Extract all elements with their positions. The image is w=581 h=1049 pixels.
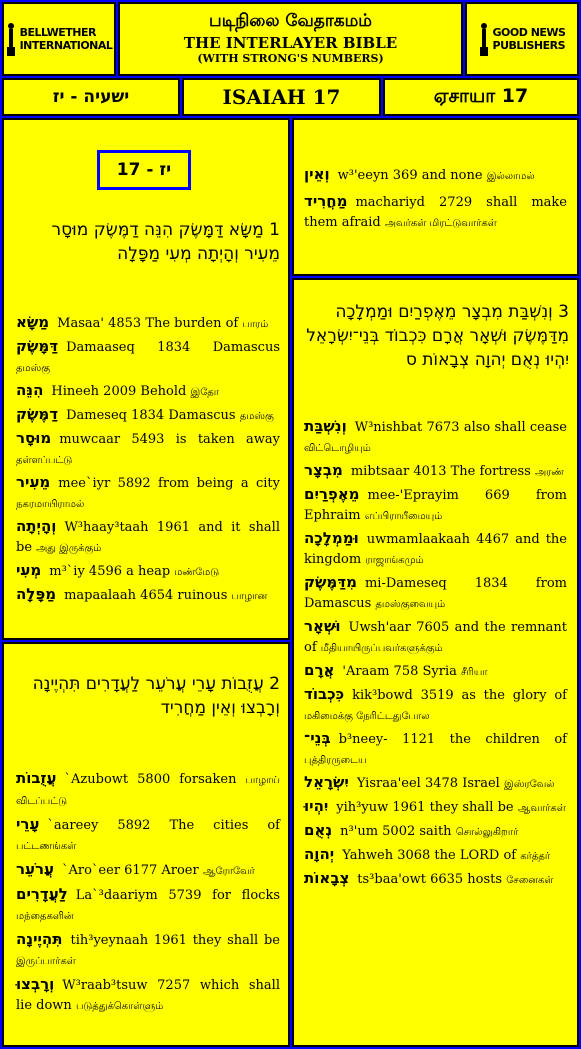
word-entry xyxy=(16,404,280,427)
gloss-text: n³'um 5002 saith xyxy=(340,824,452,839)
bellwether-logo xyxy=(2,2,116,76)
word-entry xyxy=(304,460,567,483)
title-tamil: படிநிலை வேதாகமம் xyxy=(209,11,372,31)
hebrew-word: דַמֶּשֶׂק xyxy=(16,405,59,423)
hebrew-word: הִנֵּה xyxy=(16,381,44,399)
tamil-gloss: புத்திரருடைய xyxy=(304,755,367,766)
hebrew-word: מוּסָר xyxy=(16,429,52,447)
word-entry xyxy=(304,728,567,771)
tamil-gloss: பட்டணங்கள் xyxy=(16,841,77,852)
tamil-gloss: மண்மேடு xyxy=(174,567,220,578)
tamil-gloss: இருப்பார்கள் xyxy=(16,956,76,967)
hebrew-word: מַשָּׂא xyxy=(16,313,50,331)
statue-icon xyxy=(6,22,16,56)
tamil-gloss: இதோ xyxy=(190,387,220,398)
tamil-gloss: தள்ளப்பட்டு xyxy=(16,455,73,466)
gloss-text: Dameseq 1834 Damascus xyxy=(66,408,236,423)
gloss-text: Yisraa'eel 3478 Israel xyxy=(356,776,500,791)
verse1-hebrew: 1 מַשָּׂא דַּמָּשֶׂק הִנֵּה דַמֶּשֶׂק מוּסָר מֵעִיר וְהָיְתָה מְעִי מַפָּלָה xyxy=(51,220,280,264)
logo-line: GOOD NEWS xyxy=(492,26,566,39)
hebrew-word: צְבָאוֹת xyxy=(304,869,350,887)
hebrew-word: אֲרָם xyxy=(304,661,335,679)
tamil-gloss: பாழாய் விடப்பட்டு xyxy=(16,775,280,807)
tamil-gloss: அரண் xyxy=(534,467,564,478)
gloss-text: b³neey- 1121 the children of xyxy=(338,732,567,747)
word-entry xyxy=(16,584,280,607)
hebrew-word: מְעִי xyxy=(16,561,42,579)
word-entry xyxy=(304,484,567,527)
word-entry xyxy=(16,768,280,812)
word-entry xyxy=(16,336,280,379)
hebrew-word: וְרָבְצוּ xyxy=(16,975,55,993)
tamil-gloss: ஆரோவேர் xyxy=(202,866,255,877)
chapter-hebrew xyxy=(2,78,180,116)
gloss-text: mibtsaar 4013 The fortress xyxy=(350,464,531,479)
chapter-english xyxy=(182,78,381,116)
tamil-gloss: அவர்கள் மிரட்டுவார்கள் xyxy=(384,218,497,229)
hebrew-word: מִבְצָר xyxy=(304,461,343,479)
gloss-text: `Azubowt 5800 forsaken xyxy=(64,772,237,787)
word-entry xyxy=(16,560,280,583)
chapter-hebrew-text: ישעיה - יז xyxy=(52,87,130,107)
word-entry xyxy=(304,572,567,615)
tamil-gloss: தமஸ்கு xyxy=(239,411,274,422)
gloss-text: yih³yuw 1961 they shall be xyxy=(336,800,514,815)
word-entry xyxy=(16,814,280,857)
hebrew-word: וְנִשְׁבַּת xyxy=(304,417,347,435)
logo-line: BELLWETHER xyxy=(19,26,96,39)
tamil-gloss: சொல்லுகிறார் xyxy=(455,827,519,838)
tamil-gloss: இஸ்ரவேல் xyxy=(503,779,555,790)
logo-line: PUBLISHERS xyxy=(492,39,566,52)
word-entry xyxy=(304,191,567,234)
gloss-text: Yahweh 3068 the LORD of xyxy=(342,848,517,863)
gloss-text: Uwsh'aar 7605 and the remnant of xyxy=(304,620,567,655)
word-entry xyxy=(16,380,280,403)
subtitle: (WITH STRONG'S NUMBERS) xyxy=(197,52,384,65)
verse3-hebrew: 3 וְנִשְׁבַּת מִבְצָר מֵאֶפְרַיִם וּמַמְלָכָה מִדַּמֶּשֶׂק וּשְׁאָר אֲרָם כִּכְבוֹד בְּנֵי־יִשְׂרָאֵל יִהְיוּ נְאֻם יְהוָה צְבָאוֹת ס xyxy=(306,302,569,370)
chapter-tamil xyxy=(383,78,579,116)
gloss-text: W³raab³tsuw 7257 which shall lie down xyxy=(16,978,280,1013)
tamil-gloss: படுத்துக்கொள்ளும் xyxy=(75,1001,164,1012)
gloss-text: m³`iy 4596 a heap xyxy=(49,564,171,579)
word-entry xyxy=(16,884,280,927)
word-entry xyxy=(304,616,567,659)
gloss-text: ts³baa'owt 6635 hosts xyxy=(357,872,503,887)
gloss-text: 'Araam 758 Syria xyxy=(342,664,457,679)
hebrew-word: יִשְׂרָאֵל xyxy=(304,773,349,791)
hebrew-word: מַחֲרִיד xyxy=(304,192,348,210)
hebrew-word: וּשְׁאָר xyxy=(304,617,341,635)
chapter-badge-text: יז - 17 xyxy=(116,160,172,180)
gloss-text: uwmamlaakaah 4467 and the kingdom xyxy=(304,532,567,567)
chapter-tamil-text: ஏசாயா 17 xyxy=(433,84,529,107)
verse1-entries xyxy=(16,312,280,608)
hebrew-word: לַעֲדָרִים xyxy=(16,885,68,903)
verse2-cont-entries xyxy=(304,164,567,238)
word-entry xyxy=(304,772,567,795)
title-block xyxy=(118,2,463,76)
gloss-text: W³haay³taah 1961 and it shall be xyxy=(16,520,280,555)
verse2-cont-panel xyxy=(292,118,579,276)
tamil-gloss: சீரியா xyxy=(461,667,488,678)
word-entry xyxy=(304,164,567,187)
verse1-panel xyxy=(2,118,290,640)
hebrew-word: דַּמָּשֶׂק xyxy=(16,337,59,355)
hebrew-word: מַפָּלָה xyxy=(16,585,57,603)
hebrew-word: יְהוָה xyxy=(304,845,335,863)
word-entry xyxy=(16,929,280,972)
hebrew-word: נְאֻם xyxy=(304,821,333,839)
word-entry xyxy=(16,428,280,471)
title-english: THE INTERLAYER BIBLE xyxy=(183,34,398,52)
word-entry xyxy=(304,416,567,459)
tamil-gloss: ராஜாங்கமும் xyxy=(365,555,424,566)
word-entry xyxy=(304,684,567,727)
gloss-text: kik³bowd 3519 as the glory of xyxy=(352,688,567,703)
tamil-gloss: எப்பிராயீமையும் xyxy=(364,511,443,522)
word-entry xyxy=(16,312,280,335)
word-entry xyxy=(16,472,280,515)
good-news-logo xyxy=(465,2,579,76)
word-entry xyxy=(304,868,567,891)
gloss-text: mee`iyr 5892 from being a city xyxy=(58,476,280,491)
word-entry xyxy=(304,844,567,867)
gloss-text: tih³yeynaah 1961 they shall be xyxy=(70,933,280,948)
word-entry xyxy=(304,660,567,683)
hebrew-word: וְאֵין xyxy=(304,165,330,183)
hebrew-word: כִּכְבוֹד xyxy=(304,685,345,703)
gloss-text: machariyd 2729 shall make them afraid xyxy=(304,195,567,230)
gloss-text: `aareey 5892 The cities of xyxy=(47,818,280,833)
word-entry xyxy=(304,820,567,843)
hebrew-word: עֲרֹעֵר xyxy=(16,860,54,878)
word-entry xyxy=(304,796,567,819)
statue-icon xyxy=(479,22,489,56)
word-entry xyxy=(16,516,280,559)
tamil-gloss: விட்டொழியும் xyxy=(304,443,371,454)
tamil-gloss: கர்த்தர் xyxy=(520,851,551,862)
word-entry xyxy=(16,974,280,1017)
gloss-text: mapaalaah 4654 ruinous xyxy=(64,588,228,603)
gloss-text: La`³daariym 5739 for flocks xyxy=(75,888,280,903)
gloss-text: `Aro`eer 6177 Aroer xyxy=(62,863,199,878)
verse2-panel xyxy=(2,642,290,1047)
verse3-panel xyxy=(292,278,579,1047)
hebrew-word: מֵעִיר xyxy=(16,473,51,491)
word-entry xyxy=(16,859,280,882)
hebrew-word: מִדַּמֶּשֶׂק xyxy=(304,573,357,591)
gloss-text: Masaa' 4853 The burden of xyxy=(57,316,239,331)
word-entry xyxy=(304,528,567,571)
verse3-entries xyxy=(304,416,567,892)
tamil-gloss: பாரம் xyxy=(242,319,269,330)
chapter-english-text: ISAIAH 17 xyxy=(222,85,341,109)
hebrew-word: מֵאֶפְרַיִם xyxy=(304,485,360,503)
verse2-hebrew: 2 עֲזֻבוֹת עָרֵי עֲרֹעֵר לַעֲדָרִים תִּהְיֶינָה וְרָבְצוּ וְאֵין מַחֲרִיד xyxy=(32,674,280,718)
logo-line: INTERNATIONAL xyxy=(19,39,113,52)
verse2-entries xyxy=(16,768,280,1019)
tamil-gloss: மகிமைக்கு நேரிட்டதுபோல xyxy=(304,711,430,722)
gloss-text: mee-'Eprayim 669 from Ephraim xyxy=(304,488,567,523)
tamil-gloss: சேனைகள் xyxy=(506,875,554,886)
tamil-gloss: இல்லாமல் xyxy=(486,171,535,182)
tamil-gloss: நகரமாயிராமல் xyxy=(16,499,85,510)
gloss-text: muwcaar 5493 is taken away xyxy=(59,432,280,447)
tamil-gloss: அது இருக்கும் xyxy=(36,543,102,554)
hebrew-word: וּמַמְלָכָה xyxy=(304,529,359,547)
gloss-text: Hineeh 2009 Behold xyxy=(51,384,187,399)
hebrew-word: עֲזֻבוֹת xyxy=(16,769,57,787)
gloss-text: mi-Dameseq 1834 from Damascus xyxy=(304,576,567,611)
hebrew-word: וְהָיְתָה xyxy=(16,517,57,535)
chapter-badge xyxy=(97,150,191,190)
hebrew-word: בְּנֵי־ xyxy=(304,729,331,747)
hebrew-word: תִּהְיֶינָה xyxy=(16,930,63,948)
tamil-gloss: மீதியாயிருப்பவர்களுக்கும் xyxy=(320,643,443,654)
tamil-gloss: தமஸ்கு xyxy=(16,363,51,374)
tamil-gloss: பாழான xyxy=(231,591,268,602)
hebrew-word: עָרֵי xyxy=(16,815,40,833)
tamil-gloss: தமஸ்குவையும் xyxy=(375,599,446,610)
gloss-text: Damaaseq 1834 Damascus xyxy=(66,340,280,355)
gloss-text: w³'eeyn 369 and none xyxy=(337,168,483,183)
gloss-text: W³nishbat 7673 also shall cease xyxy=(354,420,567,435)
hebrew-word: יִהְיוּ xyxy=(304,797,329,815)
tamil-gloss: ஆவார்கள் xyxy=(517,803,566,814)
tamil-gloss: மந்தைகளின் xyxy=(16,911,74,922)
